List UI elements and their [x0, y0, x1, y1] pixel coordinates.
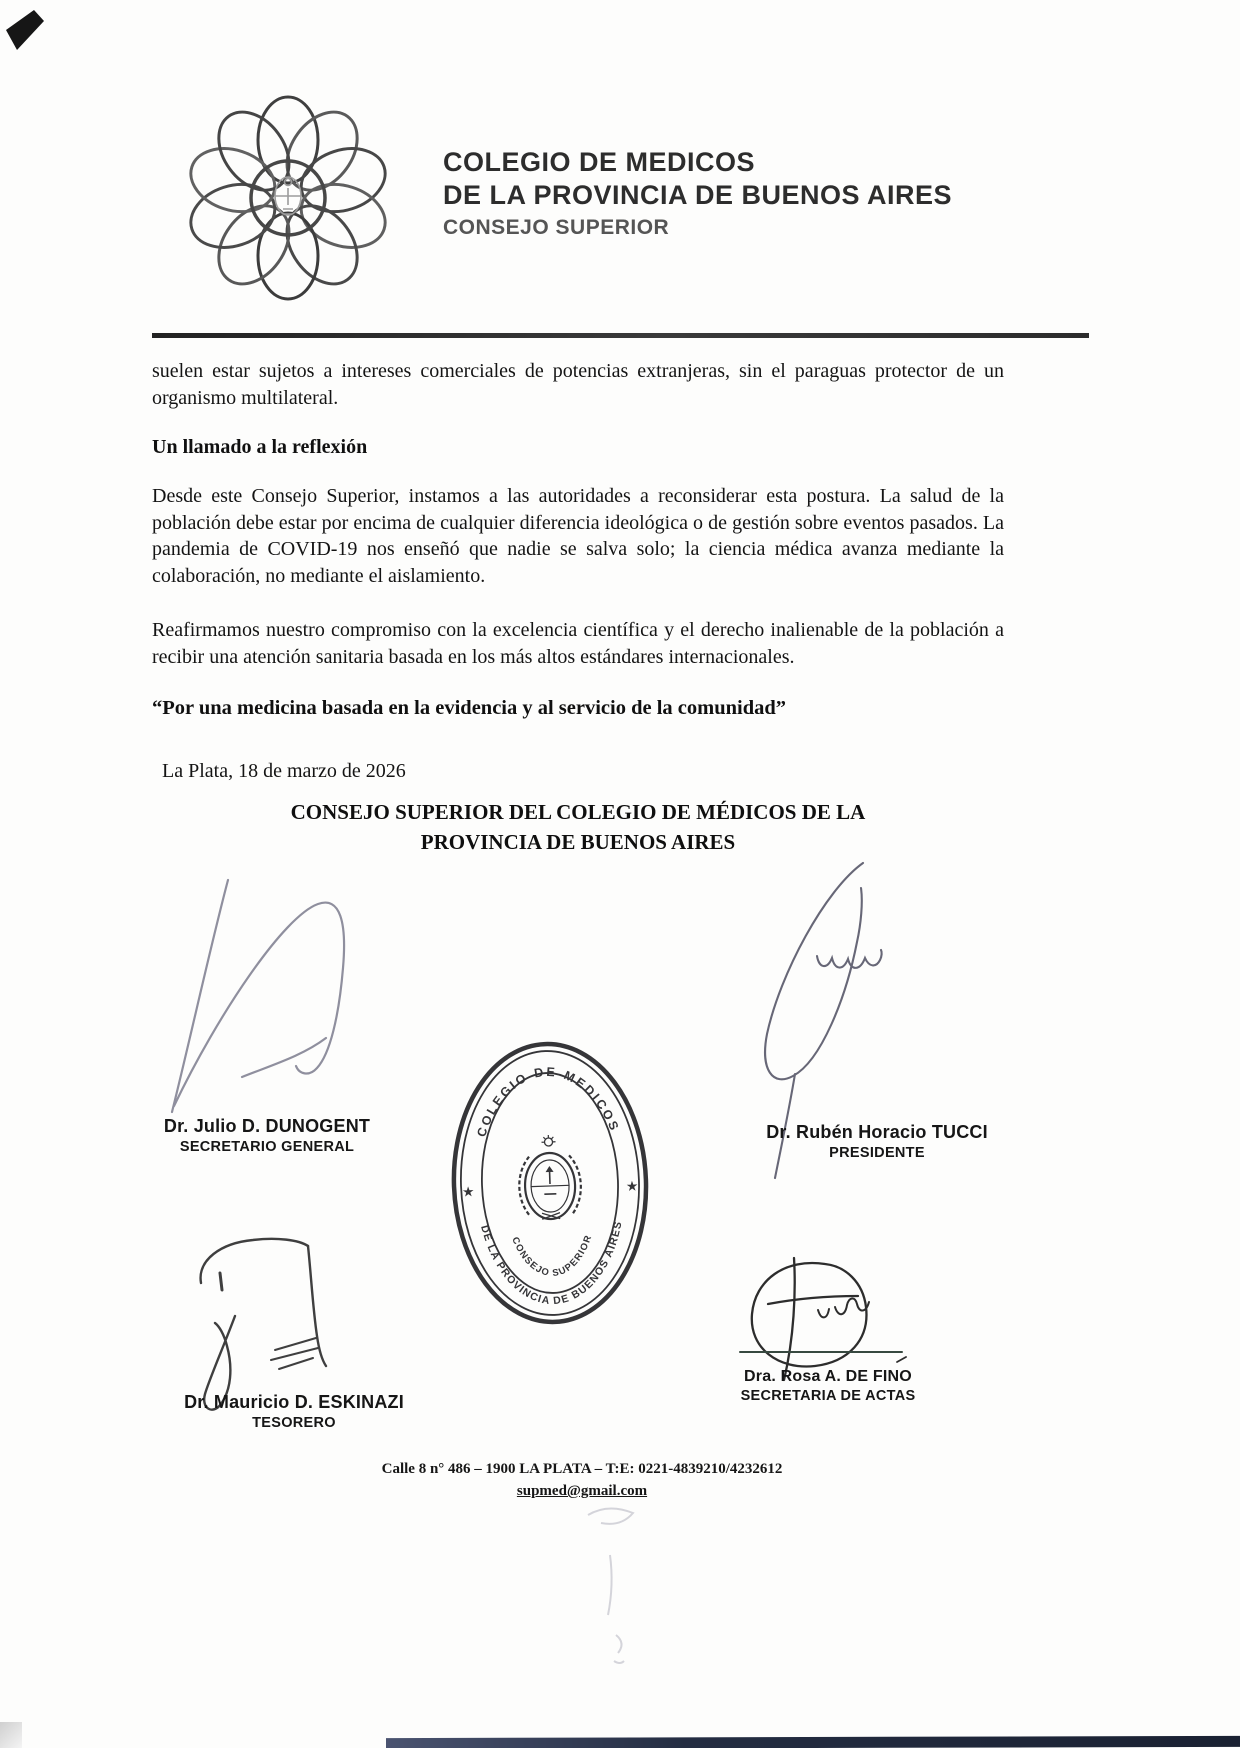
- header-divider: [152, 333, 1089, 338]
- section-heading: Un llamado a la reflexión: [152, 436, 368, 458]
- signer-name: Dr. Mauricio D. ESKINAZI: [184, 1392, 404, 1412]
- svg-text:CONSEJO SUPERIOR: [509, 1233, 596, 1281]
- official-seal: [443, 1035, 657, 1334]
- paragraph-reflection: Desde este Consejo Superior, instamos a las autoridades a reconsiderar esta postura. La salud de la población debe estar por encima de cualquier diferencia ideológica o de gestión sobre eventos pasados. La pandemia de COVID-19 nos enseñó que nadie se salva solo; la ciencia médica avanza mediante la colaboración, no mediante el aislamiento.: [152, 485, 1004, 587]
- svg-text:COLEGIO DE MEDICOS: [472, 1062, 622, 1139]
- signer-name: Dra. Rosa A. DE FINO: [744, 1368, 912, 1385]
- closing-line2: PROVINCIA DE BUENOS AIRES: [420, 830, 736, 854]
- org-name-line2: DE LA PROVINCIA DE BUENOS AIRES: [443, 179, 953, 210]
- scan-corner-shadow: [0, 1722, 22, 1748]
- org-name-line1: COLEGIO DE MEDICOS: [443, 147, 756, 177]
- college-logo-icon: [183, 92, 393, 304]
- signer-title: SECRETARIA DE ACTAS: [740, 1388, 916, 1404]
- eskinazi-signature: [175, 1228, 375, 1413]
- signature-block-tesorero: [178, 1392, 410, 1431]
- signature-block-presidente: [762, 1122, 992, 1161]
- defino-signature: [730, 1252, 915, 1387]
- signer-name: Dr. Rubén Horacio TUCCI: [766, 1122, 988, 1142]
- dunogent-signature: [150, 862, 380, 1124]
- closing-line1: CONSEJO SUPERIOR DEL COLEGIO DE MÉDICOS DE LA: [290, 800, 866, 824]
- signature-block-secretaria-actas: [718, 1368, 938, 1404]
- signer-title: TESORERO: [252, 1415, 336, 1431]
- seal-inner-text: CONSEJO SUPERIOR: [509, 1233, 595, 1280]
- footer-email-link[interactable]: supmed@gmail.com: [516, 1483, 648, 1499]
- org-subtitle: CONSEJO SUPERIOR: [443, 215, 670, 239]
- scan-corner-artifact: [4, 8, 52, 58]
- seal-star-left-icon: ★: [462, 1184, 474, 1200]
- seal-top-text: COLEGIO DE MEDICOS: [474, 1064, 623, 1139]
- seal-coat-of-arms: [518, 1134, 582, 1220]
- dateline: La Plata, 18 de marzo de 2026: [162, 760, 406, 782]
- scan-bottom-edge-artifact: [386, 1736, 1240, 1748]
- paragraph-intro: suelen estar sujetos a intereses comerciales de potencias extranjeras, sin el paraguas protector de un organismo multilateral.: [152, 360, 1004, 409]
- motto-quote: “Por una medicina basada en la evidencia y al servicio de la comunidad”: [152, 697, 787, 719]
- footer-address: Calle 8 n° 486 – 1900 LA PLATA – T:E: 0221-4839210/4232612: [381, 1461, 783, 1477]
- seal-star-right-icon: ★: [626, 1178, 638, 1194]
- signature-block-secretario-general: [158, 1116, 376, 1155]
- signer-title: PRESIDENTE: [829, 1145, 925, 1161]
- signer-name: Dr. Julio D. DUNOGENT: [163, 1116, 371, 1136]
- footer-email-wrap: [152, 1483, 1012, 1500]
- scan-smudge-artifact: [558, 1495, 698, 1675]
- signer-title: SECRETARIO GENERAL: [179, 1139, 355, 1155]
- seal-bottom-text: DE LA PROVINCIA DE BUENOS AIRES: [478, 1219, 625, 1308]
- letterhead: [443, 146, 952, 240]
- paragraph-commitment: Reafirmamos nuestro compromiso con la excelencia científica y el derecho inalienable de la población a recibir una atención sanitaria basada en los más altos estándares internacionales.: [152, 619, 1004, 668]
